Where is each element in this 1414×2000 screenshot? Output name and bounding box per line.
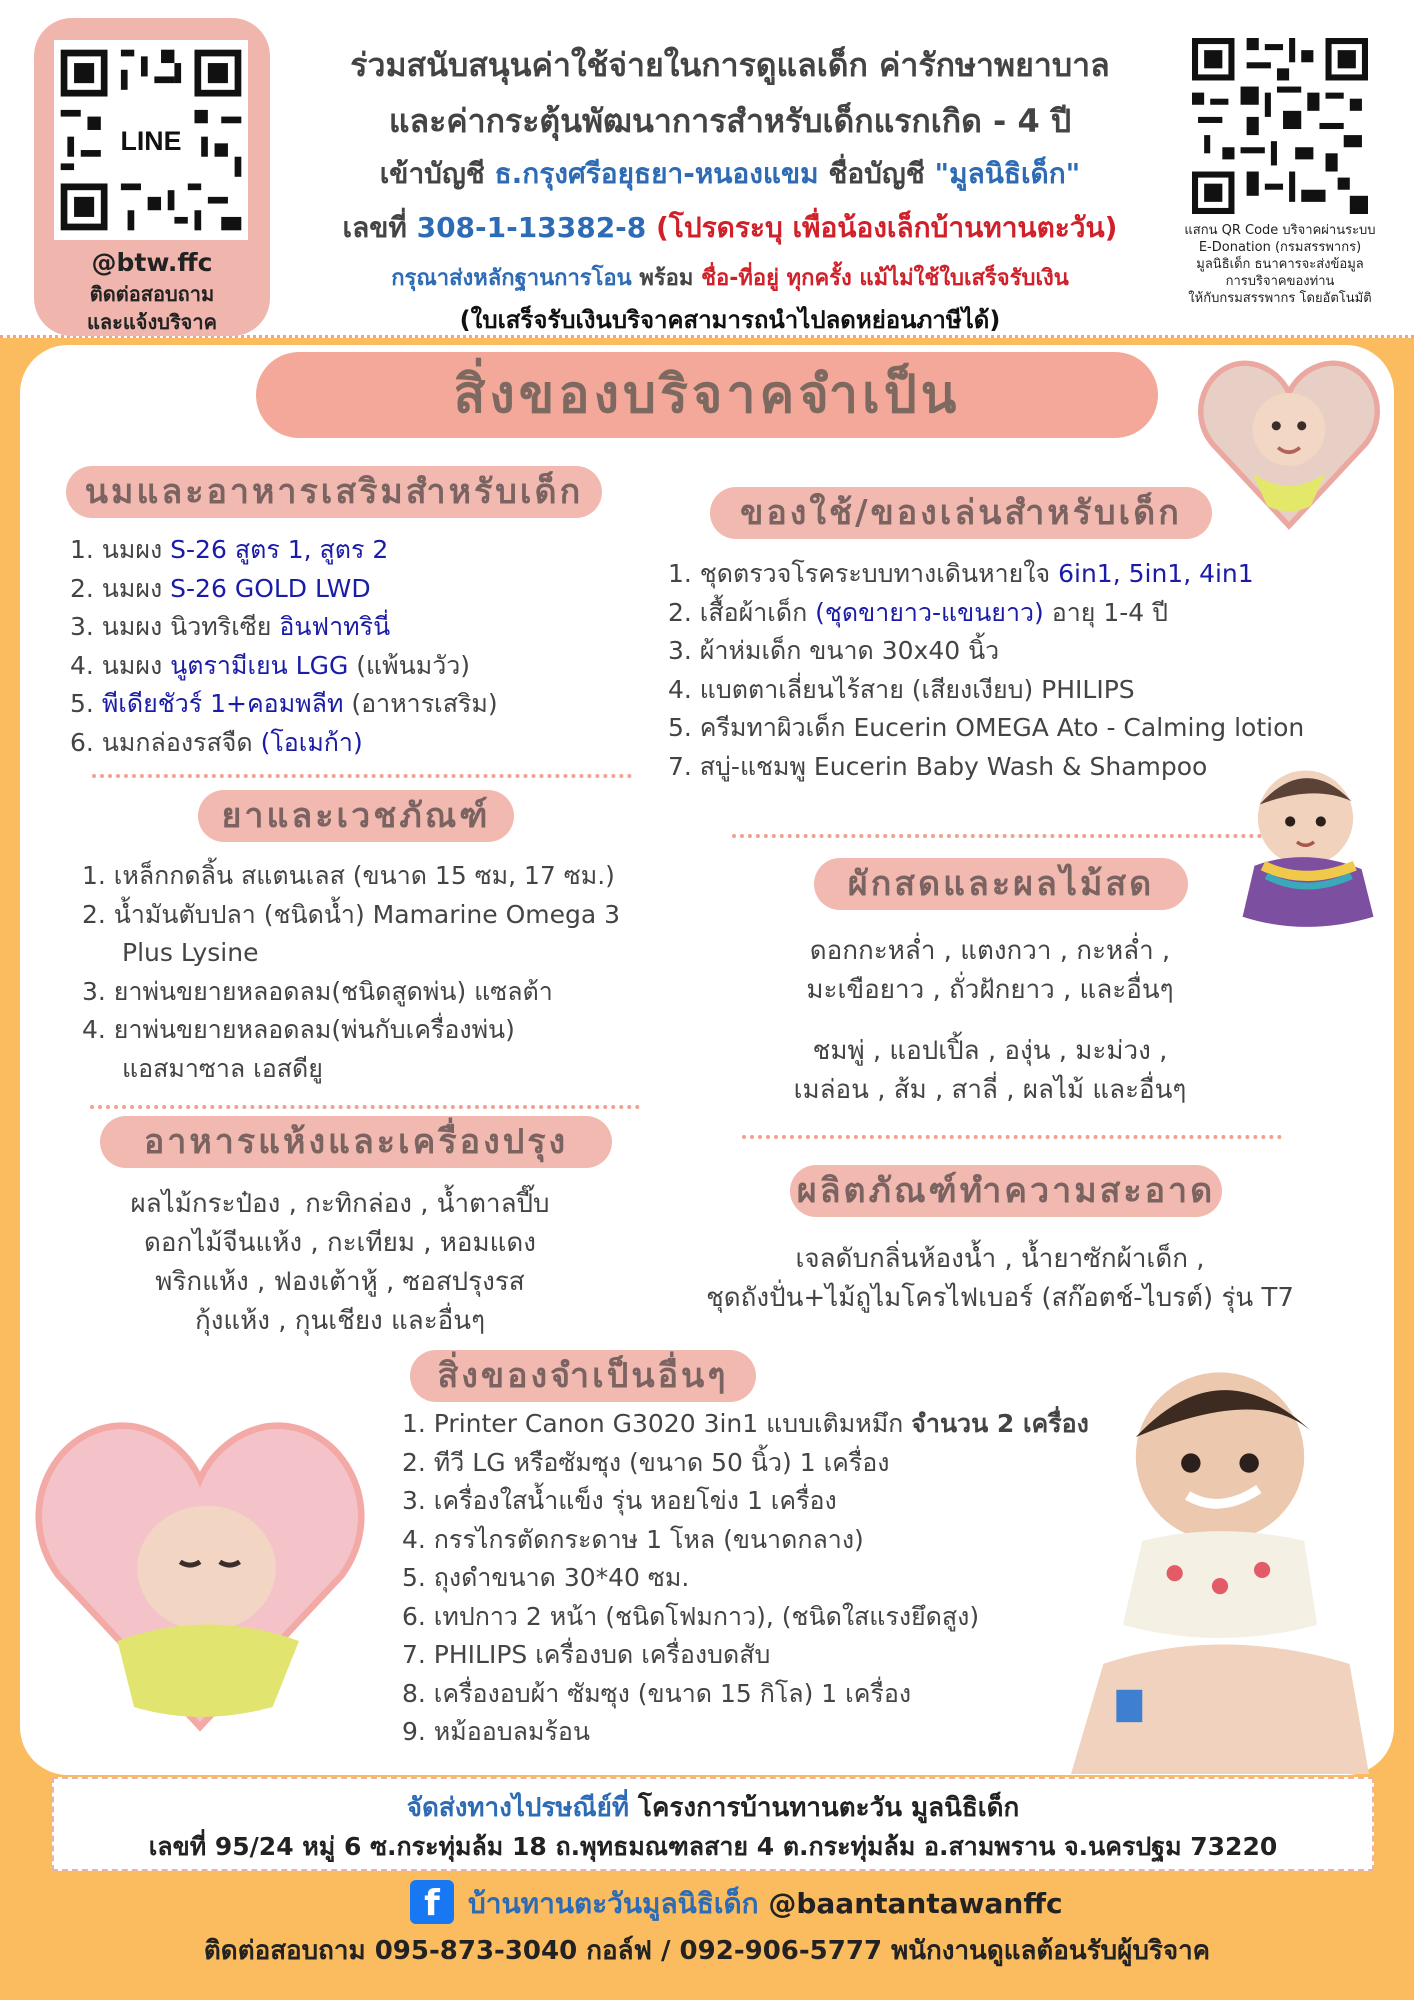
list-item: 8. เครื่องอบผ้า ซัมซุง (ขนาด 15 กิโล) 1 เครื่อง [402, 1678, 912, 1708]
qr-note-4: การบริจาคของท่าน [1225, 274, 1335, 289]
fresh-text [700, 932, 1280, 1110]
milk-item-3-brand: อินฟาทรินี่ [279, 612, 391, 641]
qr-code-icon [54, 40, 248, 240]
header-title-2: และค่ากระตุ้นพัฒนาการสำหรับเด็กแรกเกิด - 4 ปี [388, 102, 1072, 140]
fresh-line-4: เมล่อน , ส้ม , สาลี่ , ผลไม้ และอื่นๆ [793, 1075, 1187, 1105]
baby-photo-crawling [1212, 752, 1382, 942]
list-item [668, 594, 1304, 633]
list-item [70, 724, 498, 763]
proof-text-2: พร้อม [639, 266, 694, 291]
milk-item-5-brand: พีเดียชัวร์ 1+คอมพลีท [101, 689, 344, 718]
list-item [668, 555, 1304, 594]
section-heading-fresh: ผักสดและผลไม้สด [814, 858, 1188, 910]
milk-item-4-text: 4. นมผง [70, 650, 171, 680]
section-heading-supplies: ของใช้/ของเล่นสำหรับเด็ก [710, 487, 1212, 539]
list-item [402, 1405, 1089, 1444]
fresh-line-3: ชมพู่ , แอปเปิ้ล , องุ่น , มะม่วง , [812, 1036, 1168, 1066]
milk-item-4-brand: นูตรามีเยน LGG [170, 650, 349, 680]
list-item [70, 608, 498, 647]
account-name: "มูลนิธิเด็ก" [934, 157, 1081, 190]
list-item: 3. ยาพ่นขยายหลอดลม(ชนิดสูดพ่น) แซลต้า [82, 976, 553, 1006]
qr-note-3: มูลนิธิเด็ก ธนาคารจะส่งข้อมูล [1196, 257, 1364, 272]
list-item: 4. ยาพ่นขยายหลอดลม(พ่นกับเครื่องพ่น) [82, 1015, 515, 1044]
qr-code-icon [1192, 38, 1368, 214]
list-item: 5. ครีมทาผิวเด็ก Eucerin OMEGA Ato - Calming lotion [668, 713, 1305, 742]
proof-text-3: ชื่อ-ที่อยู่ ทุกครั้ง [701, 266, 852, 291]
fresh-line-2: มะเขือยาว , ถั่วฝักยาว , และอื่นๆ [806, 975, 1174, 1005]
spacer [700, 1010, 1280, 1032]
header-panel [0, 0, 1414, 338]
account-no-label: เลขที่ [342, 211, 407, 244]
account-number-line [280, 206, 1180, 250]
section-heading-milk: นมและอาหารเสริมสำหรับเด็ก [66, 466, 602, 518]
list-item [70, 570, 498, 609]
supplies-item-2-spec: (ชุดขายาว-แขนยาว) [815, 597, 1044, 627]
milk-list [70, 531, 498, 762]
list-item: 4. แบตตาเลี่ยนไร้สาย (เสียงเงียบ) PHILIPS [668, 674, 1135, 704]
list-item: 4. กรรไกรตัดกระดาษ 1 โหล (ขนาดกลาง) [402, 1524, 864, 1554]
qr-note-2: E-Donation (กรมสรรพากร) [1198, 240, 1362, 255]
section-heading-medicine: ยาและเวชภัณฑ์ [198, 790, 514, 842]
section-heading-others: สิ่งของจำเป็นอื่นๆ [410, 1350, 756, 1402]
dry-food-line-3: พริกแห้ง , ฟองเต้าหู้ , ซอสปรุงรส [155, 1267, 525, 1297]
supplies-item-2-age: อายุ 1-4 ปี [1043, 597, 1169, 627]
supplies-item-1-text: 1. ชุดตรวจโรคระบบทางเดินหายใจ [668, 559, 1059, 588]
list-item: 3. เครื่องใสน้ำแข็ง รุ่น หอยโข่ง 1 เครื่อง [402, 1486, 837, 1515]
line-qr-panel [34, 18, 270, 336]
dry-food-line-2: ดอกไม้จีนแห้ง , กะเทียม , หอมแดง [144, 1228, 536, 1258]
shipping-address-line: เลขที่ 95/24 หมู่ 6 ซ.กระทุ่มล้ม 18 ถ.พุทธมณฑลสาย 4 ต.กระทุ่มล้ม อ.สามพราน จ.นครปฐม 73220 [148, 1832, 1278, 1861]
milk-item-5-text: 5. [70, 689, 102, 718]
shipping-label: จัดส่งทางไปรษณีย์ที่ [406, 1793, 629, 1823]
shipping-address-box [52, 1777, 1374, 1871]
others-item-1-text: 1. Printer Canon G3020 3in1 แบบเติมหมึก [402, 1409, 912, 1438]
milk-item-4-note: (แพ้นมวัว) [348, 650, 471, 680]
facebook-page-name: บ้านทานตะวันมูลนิธิเด็ก [468, 1887, 759, 1920]
shipping-project: โครงการบ้านทานตะวัน มูลนิธิเด็ก [629, 1793, 1020, 1823]
list-item: แอสมาซาล เอสดียู [122, 1053, 323, 1083]
list-item: 2. น้ำมันตับปลา (ชนิดน้ำ) Mamarine Omega 3 [82, 899, 621, 929]
line-qr-label: LINE [120, 126, 182, 157]
edonation-note [1150, 222, 1410, 307]
milk-item-1-brand: S-26 สูตร 1, สูตร 2 [170, 535, 389, 564]
account-number: 308-1-13382-8 [416, 211, 647, 244]
proof-text-4: แม้ไม่ใช้ใบเสร็จรับเงิน [859, 266, 1069, 291]
bank-name: ธ.กรุงศรีอยุธยา-หนองแขม [494, 157, 819, 190]
list-item: 5. ถุงดำขนาด 30*40 ซม. [402, 1563, 690, 1592]
qr-note-5: ให้กับกรมสรรพากร โดยอัตโนมัติ [1188, 291, 1372, 306]
baby-photo-sitting [1058, 1340, 1382, 1774]
page-title: สิ่งของบริจาคจำเป็น [256, 352, 1158, 438]
facebook-handle: @baantantawanffc [768, 1887, 1063, 1920]
others-list [402, 1405, 1089, 1752]
milk-item-6-text: 6. นมกล่องรสจืด [70, 727, 261, 757]
tax-note: (ใบเสร็จรับเงินบริจาคสามารถนำไปลดหย่อนภาษีได้) [459, 306, 1001, 334]
contact-line: ติดต่อสอบถาม 095-873-3040 กอล์ฟ / 092-906-5777 พนักงานดูแลต้อนรับผู้บริจาค [203, 1936, 1211, 1966]
header-title-1: ร่วมสนับสนุนค่าใช้จ่ายในการดูแลเด็ก ค่ารักษาพยาบาล [350, 46, 1110, 84]
fresh-line-1: ดอกกะหล่ำ , แตงกวา , กะหล่ำ , [809, 936, 1171, 966]
qr-note-1: แสกน QR Code บริจาคผ่านระบบ [1184, 223, 1376, 238]
cleaning-text [640, 1240, 1360, 1318]
list-item [70, 531, 498, 570]
dry-food-line-4: กุ้งแห้ง , กุนเชียง และอื่นๆ [194, 1306, 486, 1336]
dry-food-line-1: ผลไม้กระป๋อง , กะทิกล่อง , น้ำตาลปี๊บ [130, 1189, 550, 1219]
supplies-item-1-spec: 6in1, 5in1, 4in1 [1058, 559, 1254, 588]
line-contact-1: ติดต่อสอบถาม [89, 282, 215, 306]
milk-item-2-brand: S-26 GOLD LWD [170, 573, 371, 603]
milk-item-3-text: 3. นมผง นิวทริเซีย [70, 612, 280, 641]
list-item: 3. ผ้าห่มเด็ก ขนาด 30x40 นิ้ว [668, 636, 1000, 665]
baby-photo-heart-bottom [34, 1410, 366, 1740]
divider [742, 1135, 1282, 1139]
bank-prefix: เข้าบัญชี [379, 157, 485, 190]
cleaning-line-1: เจลดับกลิ่นห้องน้ำ , น้ำยาซักผ้าเด็ก , [795, 1244, 1205, 1274]
edonation-qr-code[interactable] [1192, 38, 1368, 214]
others-item-1-qty: จำนวน 2 เครื่อง [911, 1409, 1089, 1438]
account-note: (โปรดระบุ เพื่อน้องเล็กบ้านทานตะวัน) [656, 211, 1118, 244]
section-heading-dry-food: อาหารแห้งและเครื่องปรุง [100, 1116, 612, 1168]
supplies-item-2-text: 2. เสื้อผ้าเด็ก [668, 597, 816, 627]
milk-item-1-text: 1. นมผง [70, 535, 171, 564]
milk-item-6-brand: (โอเมก้า) [260, 727, 363, 757]
list-item: 6. เทปกาว 2 หน้า (ชนิดโฟมกาว), (ชนิดใสแรงยึดสูง) [402, 1601, 980, 1631]
list-item: 1. เหล็กกดลิ้น สแตนเลส (ขนาด 15 ซม, 17 ซม.) [82, 861, 615, 890]
proof-line [280, 260, 1180, 295]
list-item: Plus Lysine [122, 938, 259, 967]
account-label: ชื่อบัญชี [828, 157, 925, 190]
line-id[interactable]: @btw.ffc [91, 248, 213, 277]
divider [92, 774, 632, 778]
list-item: 2. ทีวี LG หรือซัมซุง (ขนาด 50 นิ้ว) 1 เครื่อง [402, 1447, 890, 1477]
line-contact-2: และแจ้งบริจาค [86, 310, 218, 334]
dry-food-text [60, 1185, 620, 1341]
line-qr-code[interactable] [54, 40, 248, 240]
facebook-icon[interactable]: f [410, 1880, 454, 1924]
list-item [70, 685, 498, 724]
list-item: 7. สบู่-แชมพู Eucerin Baby Wash & Shampoo [668, 751, 1208, 781]
supplies-list [668, 555, 1304, 786]
shipping-address-title [54, 1787, 1372, 1828]
list-item: 7. PHILIPS เครื่องบด เครื่องบดสับ [402, 1640, 771, 1669]
medicine-list [82, 857, 620, 1088]
baby-photo-heart-top [1198, 352, 1380, 536]
divider [732, 834, 1262, 838]
list-item [70, 647, 498, 686]
proof-text-1: กรุณาส่งหลักฐานการโอน [391, 266, 632, 291]
line-contact [34, 280, 270, 336]
facebook-page[interactable] [468, 1882, 1063, 1926]
cleaning-line-2: ชุดถังปั่น+ไม้ถูไมโครไฟเบอร์ (สก๊อตช์-ไบรต์) รุ่น T7 [706, 1283, 1294, 1313]
milk-item-5-note: (อาหารเสริม) [343, 689, 498, 718]
list-item: 9. หม้ออบลมร้อน [402, 1717, 590, 1746]
bank-line [280, 152, 1180, 196]
section-heading-cleaning: ผลิตภัณฑ์ทำความสะอาด [790, 1165, 1222, 1217]
milk-item-2-text: 2. นมผง [70, 573, 171, 603]
divider [90, 1105, 640, 1109]
